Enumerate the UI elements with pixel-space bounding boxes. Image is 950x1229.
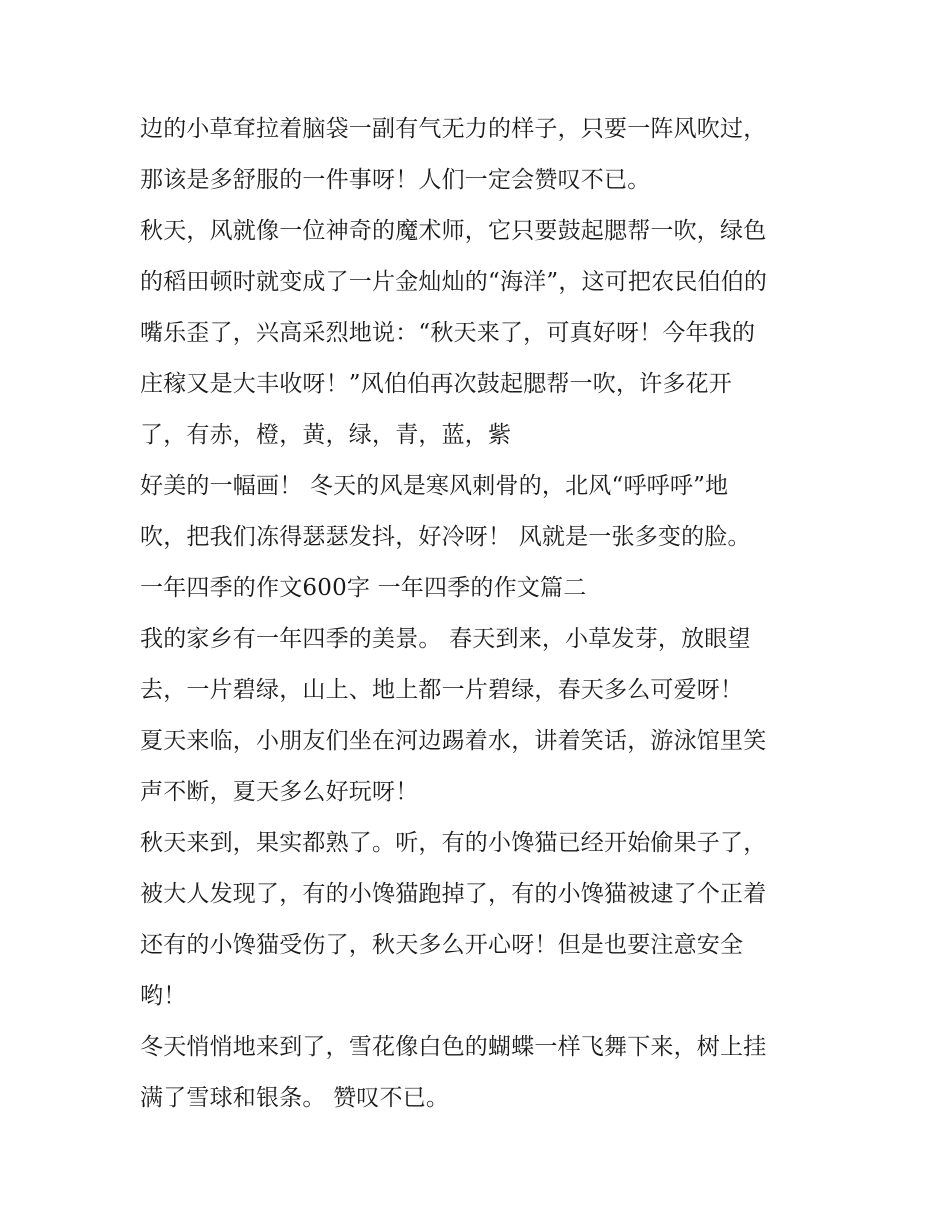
text-line: 满了雪球和银条。 赞叹不已。 [140, 1085, 450, 1111]
text-line: 好美的一幅画！ 冬天的风是寒风刺骨的，北风“呼呼呼”地 [140, 473, 729, 499]
text-line: 夏天来临，小朋友们坐在河边踢着水，讲着笑话，游泳馆里笑 [140, 728, 767, 754]
text-line: 庄稼又是大丰收呀！”风伯伯再次鼓起腮帮一吹，许多花开 [140, 371, 732, 397]
text-line: 的稻田顿时就变成了一片金灿灿的“海洋”，这可把农民伯伯的 [140, 269, 768, 295]
text-line: 哟！ [140, 983, 187, 1009]
text-line: 声不断，夏天多么好玩呀！ [140, 779, 419, 805]
text-line: 冬天悄悄地来到了，雪花像白色的蝴蝶一样飞舞下来，树上挂 [140, 1034, 767, 1060]
text-line: 被大人发现了，有的小馋猫跑掉了，有的小馋猫被逮了个正着 [140, 881, 767, 907]
text-line: 那该是多舒服的一件事呀！人们一定会赞叹不已。 [140, 167, 651, 193]
text-line: 秋天来到，果实都熟了。听，有的小馋猫已经开始偷果子了， [140, 830, 767, 856]
text-line: 还有的小馋猫受伤了，秋天多么开心呀！但是也要注意安全 [140, 932, 744, 958]
section-heading: 一年四季的作文600字 一年四季的作文篇二 [140, 575, 587, 601]
text-line: 吹，把我们冻得瑟瑟发抖，好冷呀！ 风就是一张多变的脸。 [140, 524, 751, 550]
text-line: 秋天，风就像一位神奇的魔术师，它只要鼓起腮帮一吹，绿色 [140, 218, 767, 244]
text-line: 了，有赤，橙，黄，绿，青，蓝，紫 [140, 422, 512, 448]
text-line: 我的家乡有一年四季的美景。 春天到来，小草发芽，放眼望 [140, 626, 751, 652]
text-line: 边的小草耷拉着脑袋一副有气无力的样子，只要一阵风吹过， [140, 116, 767, 142]
text-line: 嘴乐歪了，兴高采烈地说：“秋天来了，可真好呀！今年我的 [140, 320, 756, 346]
text-line: 去，一片碧绿，山上、地上都一片碧绿，春天多么可爱呀！ [140, 677, 744, 703]
